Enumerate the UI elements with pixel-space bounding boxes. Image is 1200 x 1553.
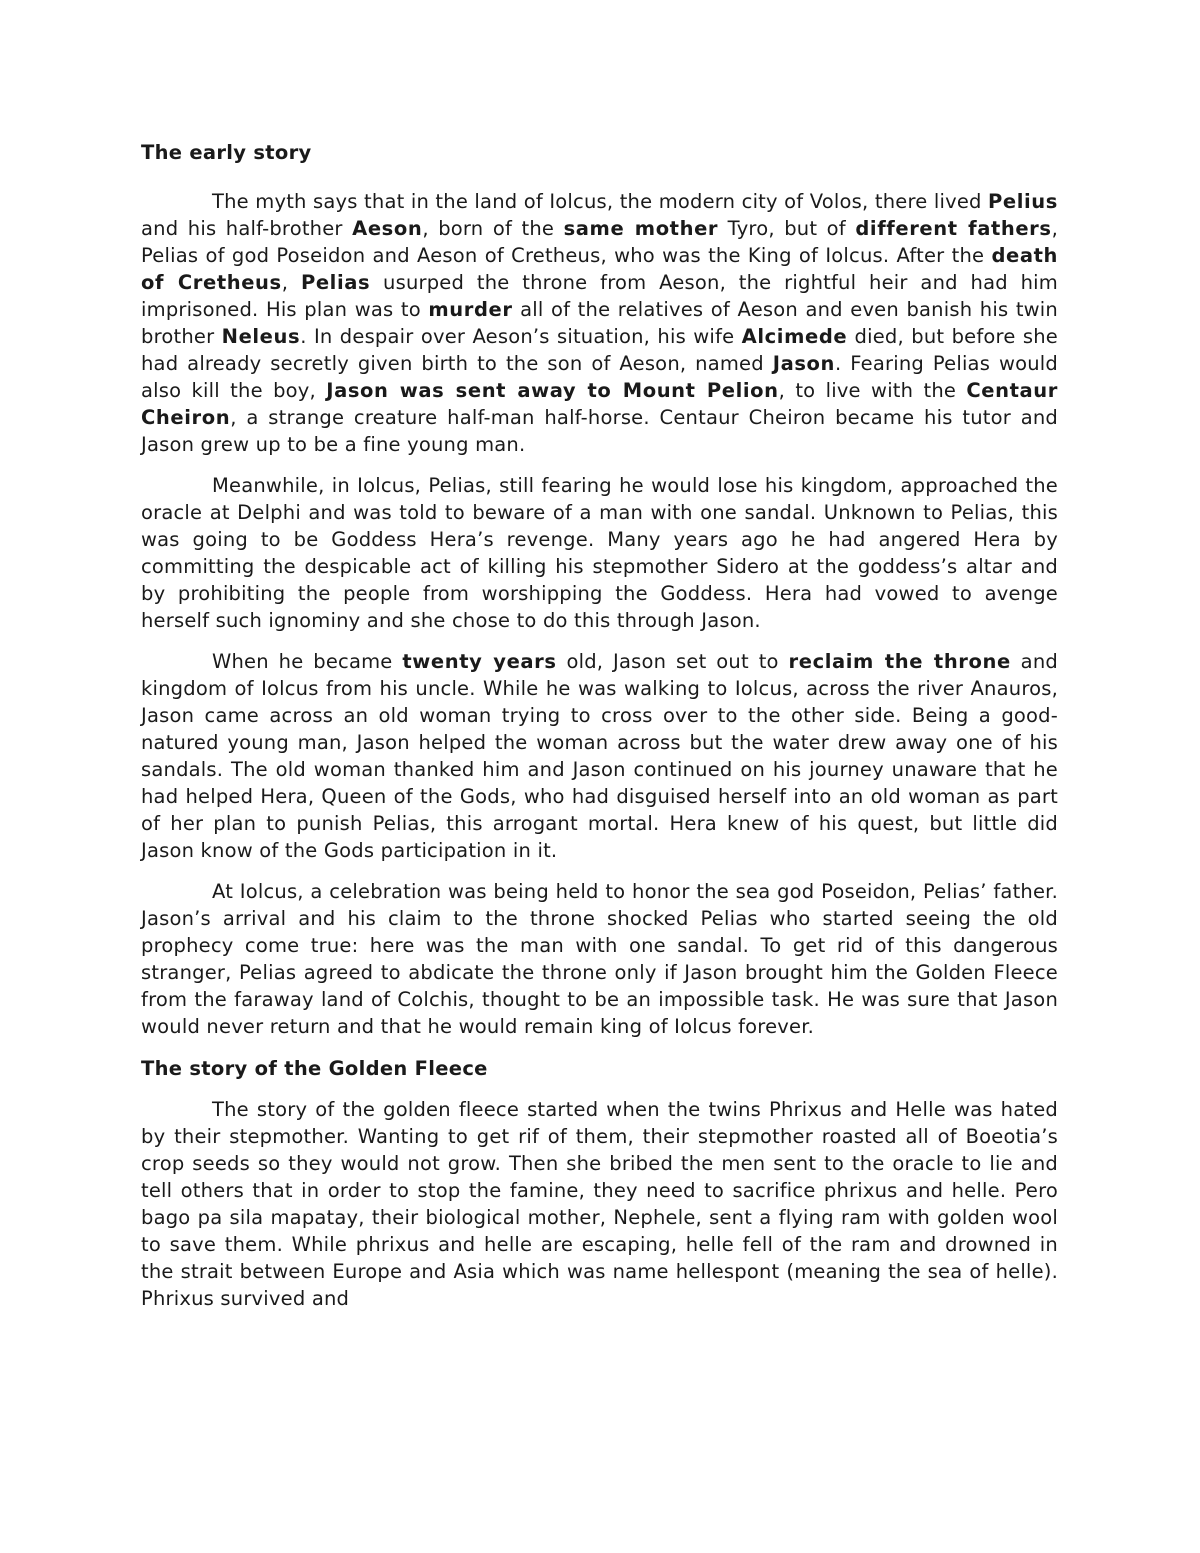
text-run: . In despair over Aeson’s situation, his wife <box>300 325 742 348</box>
text-run: , born of the <box>422 217 564 240</box>
paragraph <box>141 1096 1058 1312</box>
text-run: When he became <box>212 650 403 673</box>
text-run: , Pelias of god Poseidon and Aeson of Cretheus, who was the King of Iolcus. After the <box>141 217 1059 267</box>
bold-text-run: Centaur Cheiron <box>141 379 1058 429</box>
paragraph <box>141 188 1058 458</box>
bold-text-run: Neleus <box>221 325 301 348</box>
bold-text-run: death of Cretheus <box>141 244 1058 294</box>
text-run: The story of the golden fleece started when the twins Phrixus and Helle was hated by their stepmother. Wanting to get rif of them, their stepmother roasted all of Boeotia’s crop seeds so they would not grow. Then she bribed the men sent to the oracle to lie and tell others that in order to stop the famine, they need to sacrifice phrixus and helle. Pero bago pa sila mapatay, their biological mother, Nephele, sent a flying ram with golden wool to save them. While phrixus and helle are escaping, helle fell of the ram and drowned in the strait between Europe and Asia which was name hellespont (meaning the sea of helle). Phrixus survived and <box>141 1098 1058 1310</box>
text-run: died, but before she had already secretly given birth to the son of Aeson, named <box>141 325 1058 375</box>
bold-text-run: different fathers <box>855 217 1052 240</box>
text-run: usurped the throne from Aeson, the rightful heir and had him imprisoned. His plan was to <box>141 271 1058 321</box>
paragraph <box>141 472 1058 634</box>
section-heading-early-story: The early story <box>141 141 312 164</box>
bold-text-run: twenty years <box>402 650 557 673</box>
text-run: . Fearing Pelias would also kill the boy, <box>141 352 1058 402</box>
text-run: The myth says that in the land of Iolcus, the modern city of Volos, there lived <box>212 190 989 213</box>
text-run: and kingdom of Iolcus from his uncle. While he was walking to Iolcus, across the river Anauros, Jason came across an old woman trying to cross over to the other side. Being a good-natured young man, Jason helped the woman across but the water drew away one of his sandals. The old woman thanked him and Jason continued on his journey unaware that he had helped Hera, Queen of the Gods, who had disguised herself into an old woman as part of her plan to punish Pelias, this arrogant mortal. Hera knew of his quest, but little did Jason know of the Gods participation in it. <box>141 650 1058 862</box>
text-run: , <box>281 271 301 294</box>
bold-text-run: Aeson <box>352 217 423 240</box>
bold-text-run: Pelius <box>988 190 1058 213</box>
text-run: At Iolcus, a celebration was being held to honor the sea god Poseidon, Pelias’ father. Jason’s arrival and his claim to the throne shocked Pelias who started seeing the old prophecy come true: here was the man with one sandal. To get rid of this dangerous stranger, Pelias agreed to abdicate the throne only if Jason brought him the Golden Fleece from the faraway land of Colchis, thought to be an impossible task. He was sure that Jason would never return and that he would remain king of Iolcus forever. <box>141 880 1058 1038</box>
paragraph <box>141 878 1058 1040</box>
document-page <box>141 138 1058 1326</box>
bold-text-run: reclaim the throne <box>788 650 1011 673</box>
bold-text-run: same mother <box>563 217 719 240</box>
text-run: Meanwhile, in Iolcus, Pelias, still fearing he would lose his kingdom, approached the oracle at Delphi and was told to beware of a man with one sandal. Unknown to Pelias, this was going to be Goddess Hera’s revenge. Many years ago he had angered Hera by committing the despicable act of killing his stepmother Sidero at the goddess’s altar and by prohibiting the people from worshipping the Goddess. Hera had vowed to avenge herself such ignominy and she chose to do this through Jason. <box>141 474 1058 632</box>
section-heading-golden-fleece: The story of the Golden Fleece <box>141 1057 488 1080</box>
text-run: old, Jason set out to <box>556 650 789 673</box>
text-run: , a strange creature half-man half-horse. Centaur Cheiron became his tutor and Jason grew up to be a fine young man. <box>141 406 1058 456</box>
paragraph <box>141 648 1058 864</box>
bold-text-run: Pelias <box>300 271 371 294</box>
text-run: and his half-brother <box>141 217 353 240</box>
text-run: Tyro, but of <box>718 217 856 240</box>
bold-text-run: Alcimede <box>741 325 848 348</box>
bold-text-run: murder <box>428 298 513 321</box>
bold-text-run: Jason <box>772 352 836 375</box>
text-run: , to live with the <box>778 379 967 402</box>
text-run: all of the relatives of Aeson and even banish his twin brother <box>141 298 1058 348</box>
bold-text-run: Jason was sent away to Mount Pelion <box>326 379 779 402</box>
